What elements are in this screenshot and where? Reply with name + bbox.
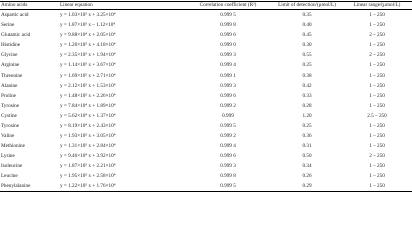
cell-correlation: 0.999 3 (220, 52, 236, 59)
cell-linear-equation: y = 2.12×10⁵ x + 1.53×10⁴ (60, 82, 116, 89)
cell-lod: 0.50 (302, 152, 312, 159)
table-bottom-rule (0, 191, 412, 192)
cell-amino-acid: Arginine (1, 62, 20, 69)
cell-linear-range: 1 – 250 (369, 122, 385, 129)
cell-correlation: 0.999 2 (220, 132, 236, 139)
cell-correlation: 0.999 5 (220, 122, 236, 129)
cell-lod: 0.33 (302, 92, 312, 99)
cell-linear-range: 1 – 250 (369, 183, 385, 190)
cell-correlation: 0.999 4 (220, 62, 236, 69)
cell-correlation: 0.999 3 (220, 162, 236, 169)
cell-linear-range: 1 – 250 (369, 162, 385, 169)
cell-linear-equation: y = 1.03×10⁵ x + 3.25×10⁴ (60, 12, 116, 19)
cell-linear-equation: y = 1.14×10⁵ x + 3.67×10⁴ (60, 62, 116, 69)
header-linear-range: Linear range/(μmol/L) (353, 2, 401, 8)
cell-correlation: 0.999 6 (220, 92, 236, 99)
cell-correlation: 0.999 6 (220, 152, 236, 159)
cell-linear-equation: y = 1.31×10⁵ x + 2.84×10⁴ (60, 142, 116, 149)
header-lod: Limit of detection/(μmol/L) (278, 2, 336, 8)
cell-linear-equation: y = 2.35×10⁵ x + 1.94×10⁴ (60, 52, 116, 59)
cell-lod: 0.29 (302, 183, 312, 190)
cell-linear-equation: y = 1.48×10⁵ x + 2.26×10⁴ (60, 92, 116, 99)
cell-correlation: 0.999 4 (220, 142, 236, 149)
cell-lod: 1.20 (302, 112, 312, 119)
cell-lod: 0.42 (302, 82, 312, 89)
cell-lod: 0.55 (302, 52, 312, 59)
cell-lod: 0.31 (302, 142, 312, 149)
cell-amino-acid: Alanine (1, 82, 18, 89)
cell-amino-acid: Valine (1, 132, 15, 139)
cell-linear-equation: y = 9.46×10⁴ x + 3.92×10⁴ (60, 152, 116, 159)
cell-lod: 0.26 (302, 173, 312, 179)
cell-linear-equation: y = 1.22×10⁵ x + 1.76×10⁴ (60, 183, 116, 190)
cell-linear-range: 1 – 250 (369, 92, 385, 99)
cell-amino-acid: Threonine (1, 72, 23, 79)
table-header-row (0, 1, 412, 9)
cell-linear-equation: y = 1.26×10⁵ x + 4.18×10⁴ (60, 42, 116, 49)
cell-correlation: 0.999 5 (220, 183, 236, 190)
cell-linear-range: 2 – 250 (369, 52, 385, 59)
cell-amino-acid: Histidine (1, 42, 21, 49)
cell-lod: 0.25 (302, 122, 312, 129)
cell-linear-equation: y = 5.62×10⁴ x + 1.37×10⁴ (60, 112, 116, 119)
cell-correlation: 0.999 2 (220, 102, 236, 109)
header-correlation: Correlation coefficient (R²) (199, 2, 257, 8)
cell-amino-acid: Methionine (1, 142, 25, 149)
cell-amino-acid: Glutamic acid (1, 32, 31, 39)
cell-lod: 0.34 (302, 162, 312, 169)
cell-linear-equation: y = 1.87×10⁵ x – 1.12×10⁴ (60, 22, 116, 29)
cell-linear-range: 1 – 250 (369, 42, 385, 49)
cell-linear-range: 2.5 – 250 (367, 112, 387, 119)
cell-amino-acid: Phenylalanine (1, 183, 31, 190)
cell-linear-range: 1 – 250 (369, 132, 385, 139)
cell-correlation: 0.999 5 (220, 12, 236, 19)
cell-linear-equation: y = 1.95×10⁵ x + 2.58×10⁴ (60, 173, 116, 179)
cell-lod: 0.36 (302, 132, 312, 139)
cell-correlation: 0.999 (222, 112, 234, 119)
cell-linear-range: 1 – 250 (369, 102, 385, 109)
cell-linear-range: 1 – 250 (369, 22, 385, 29)
cell-amino-acid: Cystine (1, 112, 17, 119)
cell-linear-equation: y = 8.19×10⁴ x + 2.43×10⁴ (60, 122, 116, 129)
header-amino-acids: Amino acids (1, 2, 28, 8)
cell-lod: 0.45 (302, 32, 312, 39)
cell-linear-range: 1 – 250 (369, 82, 385, 89)
cell-linear-range: 1 – 250 (369, 173, 385, 179)
cell-amino-acid: Glycine (1, 52, 18, 59)
cell-linear-range: 1 – 250 (369, 72, 385, 79)
cell-lod: 0.30 (302, 42, 312, 49)
cell-linear-range: 2 – 250 (369, 152, 385, 159)
cell-linear-equation: y = 7.84×10⁴ x + 1.89×10⁴ (60, 102, 116, 109)
cell-correlation: 0.999 6 (220, 32, 236, 39)
cell-amino-acid: Proline (1, 92, 16, 99)
cell-amino-acid: Tyrosine (1, 122, 20, 129)
cell-correlation: 0.999 8 (220, 173, 236, 179)
cell-linear-range: 1 – 250 (369, 62, 385, 69)
cell-lod: 0.35 (302, 12, 312, 19)
cell-correlation: 0.999 8 (220, 22, 236, 29)
header-linear-equation: Linear equation (60, 2, 93, 8)
cell-lod: 0.25 (302, 62, 312, 69)
cell-correlation: 0.999 3 (220, 82, 236, 89)
cell-amino-acid: Tyrosine (1, 102, 20, 109)
cell-linear-range: 1 – 250 (369, 142, 385, 149)
cell-lod: 0.38 (302, 72, 312, 79)
cell-linear-range: 2 – 250 (369, 32, 385, 39)
cell-lod: 0.40 (302, 22, 312, 29)
cell-linear-equation: y = 9.88×10⁴ x + 2.05×10⁴ (60, 32, 116, 39)
cell-amino-acid: Leucine (1, 173, 18, 179)
cell-amino-acid: Isoleucine (1, 162, 23, 169)
cell-linear-equation: y = 1.69×10⁵ x + 2.71×10⁴ (60, 72, 116, 79)
cell-linear-equation: y = 1.93×10⁵ x + 3.05×10⁴ (60, 132, 116, 139)
cell-amino-acid: Lysine (1, 152, 15, 159)
cell-lod: 0.28 (302, 102, 312, 109)
cell-correlation: 0.999 1 (220, 72, 236, 79)
cell-linear-range: 1 – 250 (369, 12, 385, 19)
cell-amino-acid: Serine (1, 22, 15, 29)
cell-correlation: 0.999 0 (220, 42, 236, 49)
cell-linear-equation: y = 1.87×10⁵ x + 2.21×10⁴ (60, 162, 116, 169)
cell-amino-acid: Aspartic acid (1, 12, 29, 19)
